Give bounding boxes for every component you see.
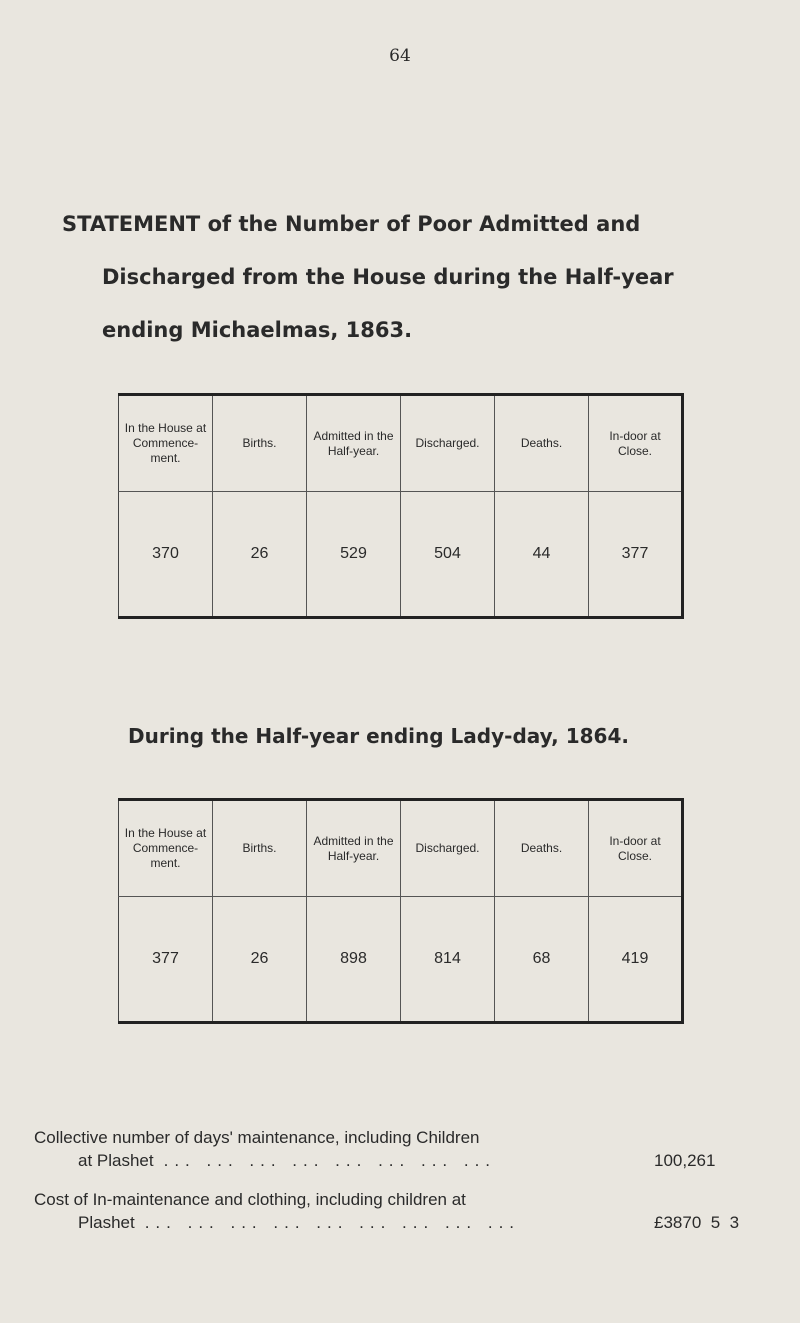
table-row bbox=[119, 897, 683, 1023]
cost-entry bbox=[34, 1188, 774, 1234]
col-header-in-house: In the House at Commence-ment. bbox=[119, 395, 213, 492]
table-header-row bbox=[119, 395, 683, 492]
col-header-births: Births. bbox=[213, 395, 307, 492]
maintenance-days-entry bbox=[34, 1126, 774, 1172]
table-header-row bbox=[119, 800, 683, 897]
michaelmas-1863-table bbox=[118, 393, 684, 619]
cost-label-line-1: Cost of In-maintenance and clothing, including children at bbox=[34, 1190, 466, 1209]
col-header-admitted: Admitted in the Half-year. bbox=[307, 395, 401, 492]
col-header-in-house: In the House at Commence-ment. bbox=[119, 800, 213, 897]
cell-births: 26 bbox=[213, 492, 307, 618]
col-header-deaths: Deaths. bbox=[495, 800, 589, 897]
cost-label-line-2: Plashet bbox=[78, 1213, 135, 1232]
cell-indoor-close: 377 bbox=[621, 545, 649, 562]
col-header-deaths: Deaths. bbox=[495, 395, 589, 492]
table-row bbox=[119, 492, 683, 618]
cell-deaths: 68 bbox=[495, 897, 589, 1023]
lady-day-subheading: During the Half-year ending Lady-day, 1864. bbox=[128, 724, 629, 748]
cell-in-house: 370 bbox=[119, 492, 213, 618]
cost-value: £3870 5 3 bbox=[654, 1213, 740, 1232]
cell-discharged: 814 bbox=[401, 897, 495, 1023]
heading-line-2: Discharged from the House during the Half-year bbox=[102, 265, 674, 289]
heading-line-1: STATEMENT of the Number of Poor Admitted and bbox=[62, 212, 641, 236]
cell-indoor-close: 419 bbox=[621, 950, 649, 967]
lady-day-1864-table bbox=[118, 798, 684, 1024]
statement-heading bbox=[62, 198, 742, 357]
cell-births: 26 bbox=[213, 897, 307, 1023]
dot-leader: ... ... ... ... ... ... ... ... bbox=[163, 1151, 497, 1170]
cell-deaths: 44 bbox=[495, 492, 589, 618]
page-number: 64 bbox=[389, 46, 411, 66]
col-header-births: Births. bbox=[213, 800, 307, 897]
dot-leader: ... ... ... ... ... ... ... ... ... bbox=[144, 1213, 521, 1232]
maintenance-days-value: 100,261 bbox=[654, 1151, 716, 1170]
col-header-discharged: Discharged. bbox=[401, 395, 495, 492]
col-header-indoor-close: In-door at Close. bbox=[589, 395, 683, 492]
col-header-indoor-close: In-door at Close. bbox=[589, 800, 683, 897]
maintenance-label-line-1: Collective number of days' maintenance, including Children bbox=[34, 1128, 480, 1147]
heading-line-3: ending Michaelmas, 1863. bbox=[102, 318, 413, 342]
cell-admitted: 529 bbox=[307, 492, 401, 618]
cell-admitted: 898 bbox=[307, 897, 401, 1023]
cell-discharged: 504 bbox=[401, 492, 495, 618]
col-header-admitted: Admitted in the Half-year. bbox=[307, 800, 401, 897]
col-header-discharged: Discharged. bbox=[401, 800, 495, 897]
cell-in-house: 377 bbox=[119, 897, 213, 1023]
maintenance-label-line-2: at Plashet bbox=[78, 1151, 154, 1170]
